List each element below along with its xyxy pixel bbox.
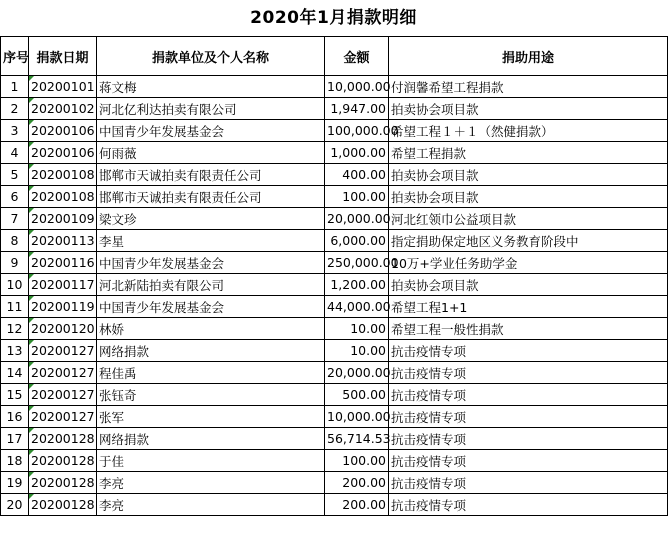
cell-donor[interactable]: 张军: [97, 406, 325, 428]
cell-amount[interactable]: 200.00: [325, 472, 389, 494]
cell-no[interactable]: 17: [1, 428, 29, 450]
cell-purpose[interactable]: 抗击疫情专项: [389, 494, 668, 516]
cell-amount[interactable]: 10,000.00: [325, 406, 389, 428]
cell-purpose[interactable]: 希望工程捐款: [389, 142, 668, 164]
cell-date[interactable]: 20200108: [29, 164, 97, 186]
cell-amount[interactable]: 6,000.00: [325, 230, 389, 252]
cell-amount[interactable]: 10.00: [325, 318, 389, 340]
cell-donor[interactable]: 网络捐款: [97, 428, 325, 450]
cell-purpose[interactable]: 付润馨希望工程捐款: [389, 76, 668, 98]
cell-date[interactable]: 20200128: [29, 428, 97, 450]
cell-date[interactable]: 20200120: [29, 318, 97, 340]
cell-amount[interactable]: 400.00: [325, 164, 389, 186]
cell-donor[interactable]: 李亮: [97, 494, 325, 516]
cell-date[interactable]: 20200128: [29, 494, 97, 516]
cell-no[interactable]: 18: [1, 450, 29, 472]
cell-date[interactable]: 20200127: [29, 384, 97, 406]
cell-donor[interactable]: 于佳: [97, 450, 325, 472]
cell-no[interactable]: 20: [1, 494, 29, 516]
cell-no[interactable]: 9: [1, 252, 29, 274]
cell-purpose[interactable]: 10万+学业任务助学金: [389, 252, 668, 274]
cell-purpose[interactable]: 拍卖协会项目款: [389, 164, 668, 186]
cell-donor[interactable]: 蒋文梅: [97, 76, 325, 98]
cell-no[interactable]: 19: [1, 472, 29, 494]
header-row: [1, 37, 668, 76]
cell-amount[interactable]: 100.00: [325, 450, 389, 472]
header-cell-donor[interactable]: 捐款单位及个人名称: [97, 37, 325, 76]
cell-no[interactable]: 12: [1, 318, 29, 340]
table-row: [1, 186, 668, 208]
cell-donor[interactable]: 张钰奇: [97, 384, 325, 406]
cell-donor[interactable]: 网络捐款: [97, 340, 325, 362]
table-row: [1, 164, 668, 186]
cell-donor[interactable]: 程佳禹: [97, 362, 325, 384]
cell-amount[interactable]: 200.00: [325, 494, 389, 516]
table-row: [1, 318, 668, 340]
cell-date[interactable]: 20200116: [29, 252, 97, 274]
cell-purpose[interactable]: 指定捐助保定地区义务教育阶段中: [389, 230, 668, 252]
cell-purpose[interactable]: 希望工程1+1: [389, 296, 668, 318]
cell-donor[interactable]: 河北亿利达拍卖有限公司: [97, 98, 325, 120]
cell-purpose[interactable]: 抗击疫情专项: [389, 406, 668, 428]
cell-no[interactable]: 16: [1, 406, 29, 428]
cell-amount[interactable]: 1,000.00: [325, 142, 389, 164]
cell-donor[interactable]: 李亮: [97, 472, 325, 494]
cell-date[interactable]: 20200128: [29, 472, 97, 494]
header-cell-no[interactable]: 序号: [1, 37, 29, 76]
table-row: [1, 384, 668, 406]
cell-purpose[interactable]: 抗击疫情专项: [389, 384, 668, 406]
cell-no[interactable]: 7: [1, 208, 29, 230]
cell-purpose[interactable]: 拍卖协会项目款: [389, 186, 668, 208]
table-row: [1, 340, 668, 362]
cell-date[interactable]: 20200127: [29, 340, 97, 362]
table-row: [1, 208, 668, 230]
cell-no[interactable]: 11: [1, 296, 29, 318]
cell-amount[interactable]: 250,000.00: [325, 252, 389, 274]
table-row: [1, 494, 668, 516]
table-row: [1, 98, 668, 120]
cell-purpose[interactable]: 拍卖协会项目款: [389, 274, 668, 296]
cell-purpose[interactable]: 抗击疫情专项: [389, 428, 668, 450]
cell-donor[interactable]: 中国青少年发展基金会: [97, 296, 325, 318]
cell-purpose[interactable]: 拍卖协会项目款: [389, 98, 668, 120]
table-row: [1, 230, 668, 252]
cell-date[interactable]: 20200106: [29, 120, 97, 142]
header-cell-purpose[interactable]: 捐助用途: [389, 37, 668, 76]
cell-purpose[interactable]: 河北红领巾公益项目款: [389, 208, 668, 230]
cell-date[interactable]: 20200102: [29, 98, 97, 120]
table-row: [1, 296, 668, 318]
cell-no[interactable]: 1: [1, 76, 29, 98]
table-row: [1, 120, 668, 142]
cell-date[interactable]: 20200109: [29, 208, 97, 230]
cell-amount[interactable]: 56,714.53: [325, 428, 389, 450]
donation-table: [0, 36, 668, 516]
cell-purpose[interactable]: 抗击疫情专项: [389, 472, 668, 494]
cell-date[interactable]: 20200108: [29, 186, 97, 208]
cell-donor[interactable]: 中国青少年发展基金会: [97, 120, 325, 142]
cell-amount[interactable]: 1,947.00: [325, 98, 389, 120]
cell-no[interactable]: 4: [1, 142, 29, 164]
table-row: [1, 274, 668, 296]
cell-donor[interactable]: 中国青少年发展基金会: [97, 252, 325, 274]
cell-date[interactable]: 20200127: [29, 406, 97, 428]
table-row: [1, 76, 668, 98]
table-row: [1, 252, 668, 274]
cell-purpose[interactable]: 希望工程１＋１（然健捐款）: [389, 120, 668, 142]
cell-amount[interactable]: 20,000.00: [325, 208, 389, 230]
cell-donor[interactable]: 林娇: [97, 318, 325, 340]
cell-date[interactable]: 20200119: [29, 296, 97, 318]
cell-date[interactable]: 20200106: [29, 142, 97, 164]
cell-no[interactable]: 3: [1, 120, 29, 142]
cell-date[interactable]: 20200128: [29, 450, 97, 472]
cell-date[interactable]: 20200101: [29, 76, 97, 98]
table-row: [1, 142, 668, 164]
cell-amount[interactable]: 44,000.00: [325, 296, 389, 318]
table-row: [1, 472, 668, 494]
cell-no[interactable]: 6: [1, 186, 29, 208]
cell-no[interactable]: 8: [1, 230, 29, 252]
cell-amount[interactable]: 500.00: [325, 384, 389, 406]
cell-donor[interactable]: 邯郸市天诚拍卖有限责任公司: [97, 186, 325, 208]
cell-no[interactable]: 13: [1, 340, 29, 362]
cell-no[interactable]: 2: [1, 98, 29, 120]
cell-purpose[interactable]: 抗击疫情专项: [389, 362, 668, 384]
cell-donor[interactable]: 邯郸市天诚拍卖有限责任公司: [97, 164, 325, 186]
cell-purpose[interactable]: 希望工程一般性捐款: [389, 318, 668, 340]
cell-donor[interactable]: 梁文珍: [97, 208, 325, 230]
sheet-title: 2020年1月捐款明细: [250, 8, 417, 28]
cell-no[interactable]: 10: [1, 274, 29, 296]
cell-purpose[interactable]: 抗击疫情专项: [389, 340, 668, 362]
cell-donor[interactable]: 河北新陆拍卖有限公司: [97, 274, 325, 296]
cell-amount[interactable]: 10,000.00: [325, 76, 389, 98]
cell-amount[interactable]: 100.00: [325, 186, 389, 208]
cell-amount[interactable]: 1,200.00: [325, 274, 389, 296]
cell-date[interactable]: 20200113: [29, 230, 97, 252]
cell-no[interactable]: 15: [1, 384, 29, 406]
table-row: [1, 406, 668, 428]
cell-no[interactable]: 14: [1, 362, 29, 384]
table-row: [1, 450, 668, 472]
cell-no[interactable]: 5: [1, 164, 29, 186]
cell-amount[interactable]: 100,000.00: [325, 120, 389, 142]
table-row: [1, 362, 668, 384]
cell-date[interactable]: 20200117: [29, 274, 97, 296]
cell-donor[interactable]: 李星: [97, 230, 325, 252]
header-cell-amount[interactable]: 金额: [325, 37, 389, 76]
cell-amount[interactable]: 10.00: [325, 340, 389, 362]
cell-purpose[interactable]: 抗击疫情专项: [389, 450, 668, 472]
cell-date[interactable]: 20200127: [29, 362, 97, 384]
cell-donor[interactable]: 何雨薇: [97, 142, 325, 164]
header-cell-date[interactable]: 捐款日期: [29, 37, 97, 76]
table-row: [1, 428, 668, 450]
cell-amount[interactable]: 20,000.00: [325, 362, 389, 384]
